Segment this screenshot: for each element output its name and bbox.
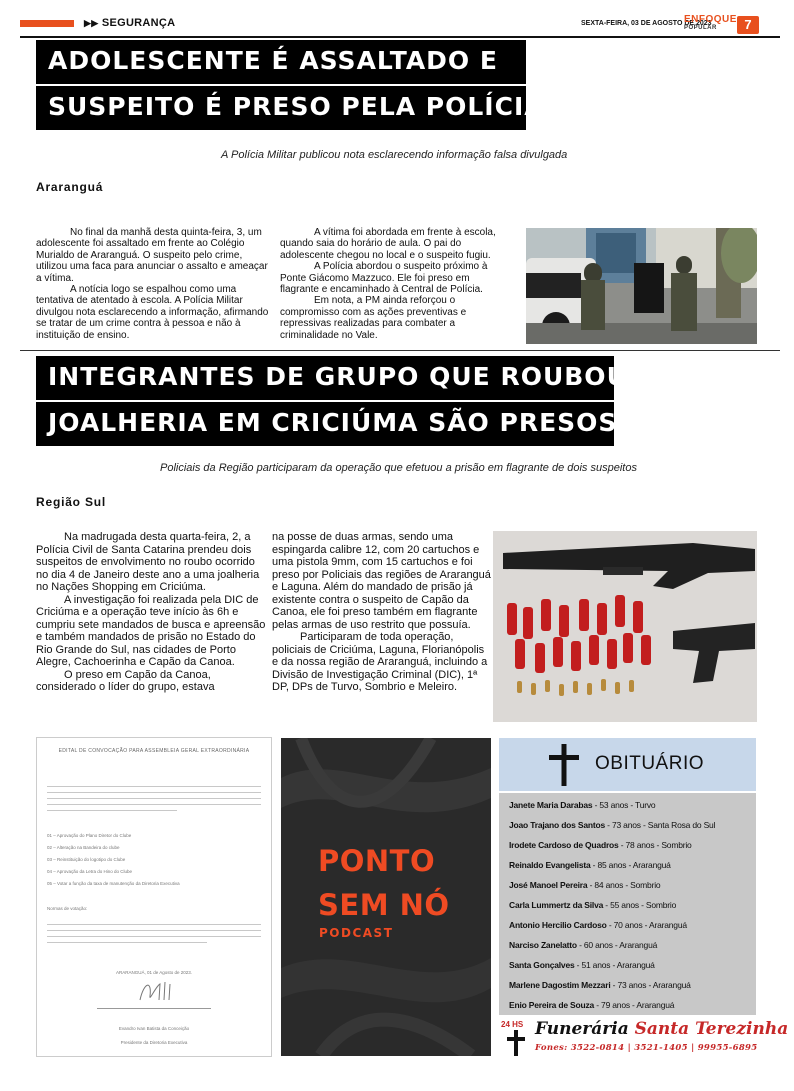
text-line — [47, 798, 261, 799]
article1-column1 — [36, 227, 270, 341]
paragraph: A notícia logo se espalhou como uma tentativa de atentado à escola. A Polícia Militar divulgou nota esclarecendo a informação, afirmando se tratar de um crime contra à pessoa e não à instituição de ensino. — [36, 284, 269, 341]
header-accent-bar — [20, 20, 74, 27]
cross-icon — [549, 744, 579, 786]
agenda-item: 03 – Reinstituição do logotipo do Clube — [47, 857, 126, 862]
paragraph: O preso em Capão da Canoa, considerado o líder do grupo, estava — [36, 668, 215, 693]
obituary-list — [499, 793, 756, 1015]
article2-location: Região Sul — [36, 495, 107, 509]
paragraph: Participaram de toda operação, policiais de Criciúma, Laguna, Florianópolis e da nossa região de Araranguá, incluindo a Divisão de Investigação Criminal (DIC), 1ª DP, DPs de Turvo, Sombrio e Meleiro. — [272, 631, 488, 693]
text-line — [47, 924, 261, 925]
text-line — [47, 942, 207, 943]
issue-date: SEXTA-FEIRA, 03 DE AGOSTO DE 2023 — [581, 20, 712, 27]
seized-weapons-photo — [493, 531, 757, 722]
article2-column2 — [272, 531, 492, 694]
deceased-info: - 55 anos - Sombrio — [603, 900, 677, 910]
paragraph: A Polícia abordou o suspeito próximo à Ponte Giácomo Mazzuco. Ele foi preso em flagrante e encaminhado à Central de Polícia. — [280, 261, 488, 296]
voting-rules-title: Normas de votação: — [47, 906, 88, 911]
deceased-name: Reinaldo Evangelista — [509, 860, 591, 870]
signer-role: Presidente da Diretoria Executiva — [120, 1040, 188, 1045]
deceased-info: - 51 anos - Araranguá — [574, 960, 655, 970]
obituary-entry — [509, 920, 687, 930]
deceased-name: Irodete Cardoso de Quadros — [509, 840, 619, 850]
article2-headline-line1: INTEGRANTES DE GRUPO QUE ROUBOU — [36, 356, 614, 400]
paragraph: na posse de duas armas, sendo uma espingarda calibre 12, com 20 cartuchos e uma pistola 9mm, com 15 cartuchos e foi preso por Policiais das regiões de Araranguá e Laguna. Além do mandado de prisão já existente contra o suspeito de Capão da Canoa, ele foi preso também em flagrante pelas armas de uso restrito que possuía. — [272, 531, 491, 631]
text-line — [47, 810, 177, 811]
obituary-entry — [509, 840, 692, 850]
paragraph: Na madrugada desta quarta-feira, 2, a Polícia Civil de Santa Catarina prendeu dois suspeitos de envolvimento no roubo ocorrido no dia 4 de Janeiro deste ano a uma joalheria no Nações Shopping em Criciúma. — [36, 531, 260, 593]
deceased-info: - 73 anos - Santa Rosa do Sul — [605, 820, 716, 830]
obituary-entry — [509, 900, 676, 910]
cross-icon — [507, 1030, 525, 1056]
deceased-name: Santa Gonçalves — [509, 960, 575, 970]
obituary-title: OBITUÁRIO — [595, 753, 705, 774]
obituary-entry — [509, 940, 657, 950]
brand-sub: POPULAR — [684, 25, 717, 31]
text-line — [47, 786, 261, 787]
deceased-info: - 73 anos - Araranguá — [610, 980, 691, 990]
article-divider — [20, 350, 780, 351]
funeral-24h: 24 HS — [501, 1020, 524, 1029]
text-line — [47, 804, 261, 805]
podcast-label: PODCAST — [319, 926, 394, 940]
paragraph: A vítima foi abordada em frente à escola, quando saia do horário de aula. O pai do adolescente chegou no local e o suspeito fugiu. — [280, 227, 496, 261]
text-line — [47, 930, 261, 931]
notice-date: ARARANGUÁ, 01 de Agosto de 2023. — [115, 970, 193, 975]
header-rule — [20, 36, 780, 38]
deceased-name: Marlene Dagostim Mezzari — [509, 980, 611, 990]
article1-headline-line2: SUSPEITO É PRESO PELA POLÍCIA — [36, 86, 526, 130]
agenda-item: 01 – Aprovação do Plano Diretor do Clube — [47, 833, 132, 838]
police-arrest-photo — [526, 228, 757, 344]
podcast-ad — [281, 738, 491, 1056]
funeral-phones: Fones: 3522-0814 | 3521-1405 | 99955-6895 — [535, 1043, 758, 1053]
double-arrow-icon: ▶▶ — [84, 18, 99, 28]
deceased-info: - 78 anos - Sombrio — [618, 840, 692, 850]
signature-icon — [132, 978, 182, 1006]
article1-subtitle: A Polícia Militar publicou nota esclarecendo informação falsa divulgada — [221, 149, 568, 161]
article2-subtitle: Policiais da Região participaram da operação que efetuou a prisão em flagrante de dois suspeitos — [160, 462, 637, 474]
podcast-title-line2: SEM NÓ — [318, 888, 450, 922]
funeral-home-ad — [499, 1017, 789, 1058]
deceased-name: Narciso Zanelatto — [509, 940, 577, 950]
text-line — [47, 792, 261, 793]
article1-column2 — [280, 227, 510, 341]
signature-line — [97, 1008, 211, 1009]
deceased-name: Enio Pereira de Souza — [509, 1000, 595, 1010]
signer-name: Evandro Ivan Batista da Conceição — [118, 1026, 190, 1031]
deceased-info: - 79 anos - Araranguá — [594, 1000, 675, 1010]
brand-main: ENFOQUE — [684, 14, 737, 25]
deceased-name: Carla Lummertz da Silva — [509, 900, 604, 910]
paragraph: Em nota, a PM ainda reforçou o compromisso com as ações preventivas e repressivas realizadas para combater a criminalidade no Vale. — [280, 295, 467, 341]
deceased-info: - 70 anos - Araranguá — [606, 920, 687, 930]
deceased-info: - 53 anos - Turvo — [592, 800, 656, 810]
paragraph: A investigação foi realizada pela DIC de Criciúma e a operação teve início às 6h e cumpriu sete mandados de busca e apreensão e também mandados de prisão no Estado do Rio Grande do Sul, nas cidades de Porto Alegre, Cachoerinha e Capão da Canoa. — [36, 593, 266, 668]
agenda-item: 02 – Alteração na Bandeira do clube — [47, 845, 120, 850]
funeral-name: Santa Terezinha — [634, 1019, 789, 1039]
section-name: SEGURANÇA — [101, 17, 176, 29]
paragraph: No final da manhã desta quinta-feira, 3, um adolescente foi assaltado em frente ao Colégio Murialdo de Araranguá. O suspeito pelo crime, utilizou uma faca para anunciar o assalto e ameaçar a vítima. — [36, 227, 268, 284]
brand-logo — [684, 16, 737, 32]
podcast-title-line1: PONTO — [318, 844, 436, 878]
article2-headline-line2: JOALHERIA EM CRICIÚMA SÃO PRESOS — [36, 402, 614, 446]
deceased-name: Joao Trajano dos Santos — [509, 820, 606, 830]
obituary-entry — [509, 860, 671, 870]
deceased-name: Antonio Hercilio Cardoso — [509, 920, 607, 930]
funeral-home-name — [535, 1019, 788, 1039]
page-number: 7 — [737, 16, 759, 34]
deceased-info: - 84 anos - Sombrio — [587, 880, 661, 890]
deceased-info: - 85 anos - Araranguá — [590, 860, 671, 870]
deceased-name: Janete Maria Darabas — [509, 800, 593, 810]
article2-column1 — [36, 531, 268, 694]
notice-title: EDITAL DE CONVOCAÇÃO PARA ASSEMBLEIA GERAL EXTRAORDINÁRIA — [58, 748, 250, 754]
obituary-entry — [509, 820, 715, 830]
obituary-entry — [509, 800, 655, 810]
obituary-entry — [509, 980, 691, 990]
obituary-entry — [509, 960, 655, 970]
obituary-entry — [509, 880, 660, 890]
section-label — [84, 17, 175, 29]
deceased-name: José Manoel Pereira — [509, 880, 588, 890]
text-line — [47, 936, 261, 937]
article1-location: Araranguá — [36, 180, 104, 194]
funeral-prefix: Funerária — [535, 1019, 635, 1039]
agenda-item: 05 – Votar a função da taxa de manutenção da Diretoria Executiva — [47, 881, 180, 886]
assembly-notice — [36, 737, 272, 1057]
deceased-info: - 60 anos - Araranguá — [576, 940, 658, 950]
obituary-header — [499, 738, 756, 791]
obituary-box — [499, 738, 789, 1058]
article1-headline-line1: ADOLESCENTE É ASSALTADO E — [36, 40, 526, 84]
obituary-entry — [509, 1000, 674, 1010]
agenda-item: 04 – Aprovação da Letra do Hino do Clube — [47, 869, 133, 874]
